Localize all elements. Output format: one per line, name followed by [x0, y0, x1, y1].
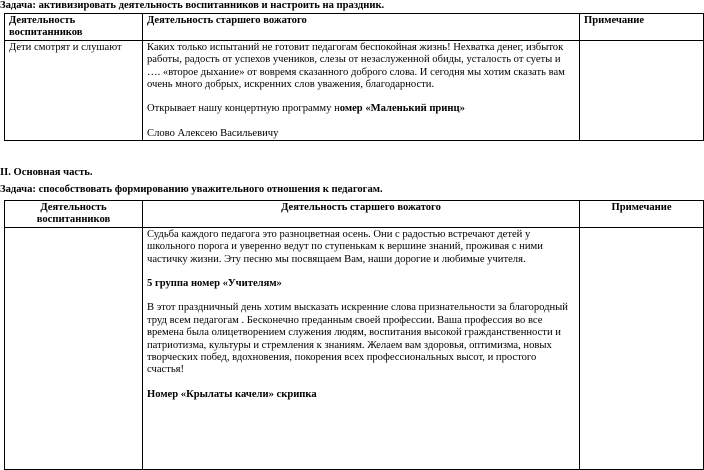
task-1-heading: Задача: активизировать деятельность воспитанников и настроить на праздник.: [0, 0, 385, 11]
table-row: [5, 40, 704, 140]
speech-line: Слово Алексею Васильевичу: [147, 127, 279, 139]
header-students: Деятельность воспитанников: [5, 201, 143, 228]
number-2: Номер «Крылаты качели» скрипка: [147, 388, 317, 400]
program-number: омер «Маленький принц»: [339, 103, 465, 115]
cell-note: [580, 40, 704, 140]
header-leader: Деятельность старшего вожатого: [143, 14, 580, 41]
number-1: 5 группа номер «Учителям»: [147, 278, 282, 290]
program-prefix: Открывает нашу концертную программу н: [147, 103, 340, 115]
header-students: Деятельность воспитанников: [5, 14, 143, 41]
paragraph-1: Судьба каждого педагога это разноцветная осень. Они с радостью встречают детей у школьного порога и уверенно ведут по ступенькам к вершине знаний, проживая с ними частичку жизни. Эту песню мы посвящаем Вам, наши дорогие и любимые учителя.: [147, 228, 543, 265]
cell-students: Дети смотрят и слушают: [5, 40, 143, 140]
cell-note: [580, 227, 704, 469]
cell-leader: [143, 227, 580, 469]
program-opening: [147, 103, 575, 115]
table-row: [5, 227, 704, 469]
header-note: Примечание: [580, 201, 704, 228]
section-2-heading: II. Основная часть.: [0, 167, 93, 178]
activity-table-1: [4, 13, 704, 141]
header-note: Примечание: [580, 14, 704, 41]
cell-leader: [143, 40, 580, 140]
table-header-row: [5, 201, 704, 228]
task-2-heading: Задача: способствовать формированию уважительного отношения к педагогам.: [0, 184, 383, 195]
activity-table-2: [4, 200, 704, 470]
header-leader: Деятельность старшего вожатого: [143, 201, 580, 228]
cell-students: [5, 227, 143, 469]
intro-text: Каких только испытаний не готовит педагогам беспокойная жизнь! Нехватка денег, избыток работы, радость от успехов учеников, слезы от незаслуженной обиды, усталость от суеты и …. «второе дыхание» от вовремя сказанного доброго слова. И сегодня мы хотим сказать вам очень много добрых, искренних слов уважения, благодарности.: [147, 41, 565, 91]
table-header-row: [5, 14, 704, 41]
paragraph-2: В этот праздничный день хотим высказать искренние слова признательности за благородный труд всем педагогам . Бесконечно преданным своей профессии. Ваша профессия во все времена была олицетворением служения людям, воспитания высокой гражданственности и патриотизма, культуры и стремления к знаниям. Желаем вам здоровья, оптимизма, новых творческих побед, вдохновения, покорения всех профессиональных высот, и простого счастья!: [147, 302, 568, 376]
